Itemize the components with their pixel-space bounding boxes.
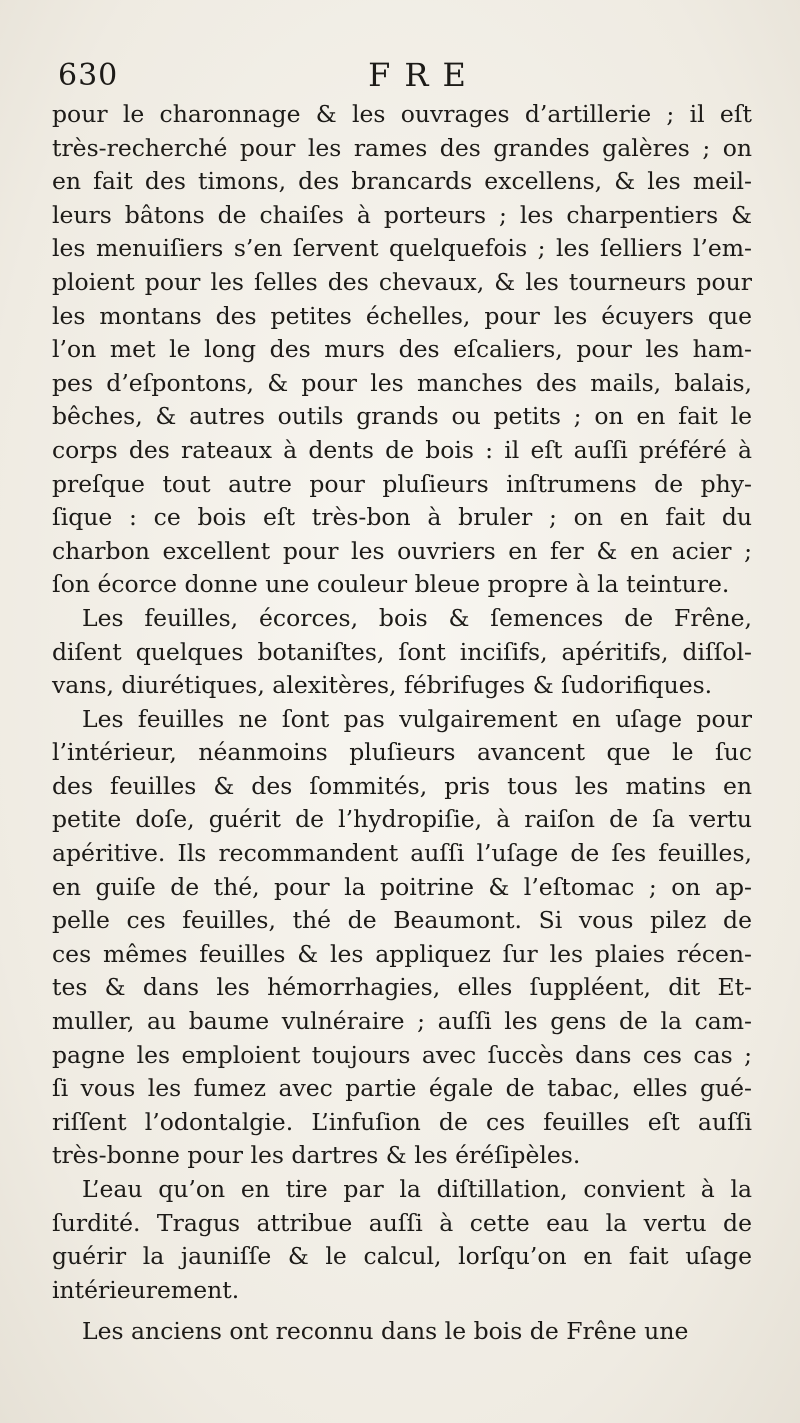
paragraph	[52, 98, 752, 602]
text-line: corps des rateaux à dents de bois : il eſt auſſi préféré à	[52, 435, 752, 464]
text-line: ſi vous les fumez avec partie égale de tabac, elles gué-	[52, 1074, 752, 1103]
body-text	[52, 98, 752, 1349]
text-line: Les feuilles ne ſont pas vulgairement en uſage pour	[82, 704, 752, 733]
text-line: preſque tout autre pour pluſieurs inſtrumens de phy-	[52, 469, 752, 498]
text-line: ſon écorce donne une couleur bleue propre à la teinture.	[52, 570, 730, 599]
text-line: ſurdité. Tragus attribue auſſi à cette eau la vertu de	[52, 1208, 752, 1237]
text-line: en fait des timons, des brancards excellens, & les meil-	[52, 167, 752, 196]
running-head: FRE	[368, 56, 480, 94]
text-line: vans, diurétiques, alexitères, fébrifuges & ſudorifiques.	[52, 671, 713, 700]
text-line: en guiſe de thé, pour la poitrine & l’eſtomac ; on ap-	[52, 872, 752, 901]
text-line: l’intérieur, néanmoins pluſieurs avancent que le ſuc	[52, 738, 752, 767]
text-line: les menuiſiers s’en ſervent quelquefois ; les ſelliers l’em-	[52, 234, 752, 263]
text-line: intérieurement.	[52, 1275, 240, 1304]
text-line: muller, au baume vulnéraire ; auſſi les gens de la cam-	[52, 1007, 752, 1036]
text-line: les montans des petites échelles, pour les écuyers que	[52, 301, 752, 330]
page-header	[58, 52, 760, 100]
text-line: Les feuilles, écorces, bois & ſemences de Frêne,	[82, 603, 752, 632]
text-line: très-bonne pour les dartres & les éréſipèles.	[52, 1141, 581, 1170]
text-line: pes d’eſpontons, & pour les manches des mails, balais,	[52, 368, 752, 397]
text-line: apéritive. Ils recommandent auſſi l’uſage de ſes feuilles,	[52, 839, 752, 868]
text-line: diſent quelques botaniſtes, ſont inciſifs, apéritifs, diſſol-	[52, 637, 752, 666]
text-line: guérir la jauniſſe & le calcul, lorſqu’on en fait uſage	[52, 1242, 752, 1271]
text-line: des feuilles & des ſommités, pris tous les matins en	[52, 771, 752, 800]
page-number: 630	[58, 58, 119, 93]
text-line: pagne les emploient toujours avec ſuccès dans ces cas ;	[52, 1040, 752, 1069]
text-line: leurs bâtons de chaiſes à porteurs ; les charpentiers &	[52, 200, 752, 229]
text-line: L’eau qu’on en tire par la diſtillation, convient à la	[82, 1175, 752, 1203]
text-line: ſique : ce bois eſt très-bon à bruler ; on en fait du	[52, 503, 752, 532]
text-line: pour le charonnage & les ouvrages d’artillerie ; il eſt	[52, 100, 752, 128]
text-line: très-recherché pour les rames des grandes galères ; on	[52, 133, 752, 162]
paragraph	[52, 602, 752, 703]
text-line: Les anciens ont reconnu dans le bois de Frêne une	[82, 1317, 689, 1346]
text-line: petite doſe, guérit de l’hydropiſie, à raiſon de ſa vertu	[52, 805, 752, 834]
text-line: charbon excellent pour les ouvriers en fer & en acier ;	[52, 536, 752, 565]
text-line: ces mêmes feuilles & les appliquez ſur les plaies récen-	[52, 939, 752, 968]
paragraph	[52, 1315, 752, 1349]
paragraph	[52, 1173, 752, 1307]
text-line: pelle ces feuilles, thé de Beaumont. Si vous pilez de	[52, 906, 752, 935]
text-line: ploient pour les ſelles des chevaux, & les tourneurs pour	[52, 267, 752, 296]
text-line: l’on met le long des murs des eſcaliers, pour les ham-	[52, 335, 752, 364]
text-line: tes & dans les hémorrhagies, elles ſuppléent, dit Et-	[52, 973, 752, 1002]
paragraph	[52, 703, 752, 1173]
text-line: bêches, & autres outils grands ou petits ; on en fait le	[52, 402, 752, 431]
text-line: riſſent l’odontalgie. L’infuſion de ces feuilles eſt auſſi	[52, 1107, 752, 1136]
